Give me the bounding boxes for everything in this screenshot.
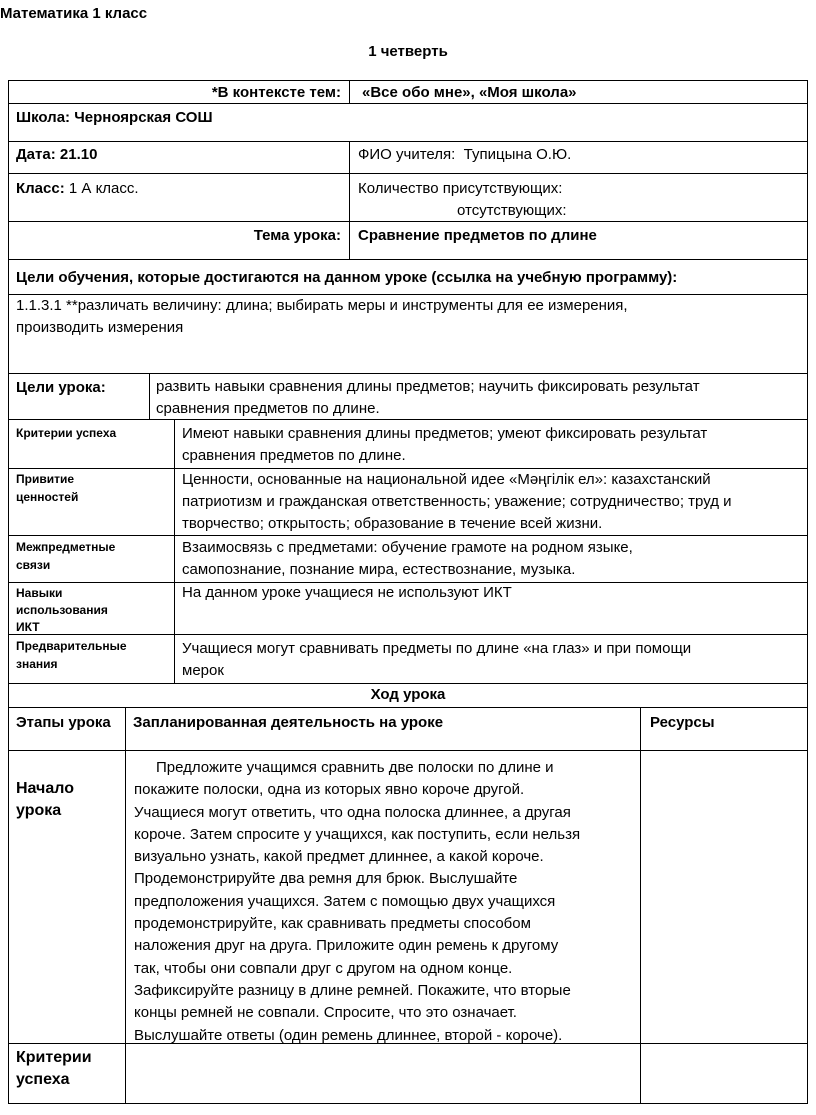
values-line: патриотизм и гражданская ответственность; уважение; сотрудничество; труд и xyxy=(182,493,732,510)
criteria-stage-label: Критерии xyxy=(16,1049,92,1066)
start-stage-activity xyxy=(134,757,638,1047)
learning-goals-label: Цели обучения, которые достигаются на данном уроке (ссылка на учебную программу): xyxy=(16,269,678,286)
row-divider xyxy=(8,141,808,142)
school-value: Черноярская СОШ xyxy=(74,109,213,126)
row-divider xyxy=(8,173,808,174)
row-divider xyxy=(8,707,808,708)
activity-line: покажите полоски, одна из которых явно короче другой. xyxy=(134,781,525,799)
activity-line: Выслушайте ответы (один ремень длиннее, второй - короче). xyxy=(134,1026,563,1044)
cross-links-line: самопознание, познание мира, естествознание, музыка. xyxy=(182,561,576,578)
row-divider xyxy=(8,221,808,222)
document-title: Математика 1 класс xyxy=(0,5,148,22)
values-line: Ценности, основанные на национальной идее «Мәңгілік ел»: казахстанский xyxy=(182,471,711,488)
learning-goals-line: производить измерения xyxy=(16,319,184,336)
table-border-bottom xyxy=(8,1103,808,1104)
date-value: 21.10 xyxy=(59,146,98,163)
activity-line: предположения учащихся. Затем с помощью двух учащихся xyxy=(134,892,556,910)
activity-line: Зафиксируйте разницу в длине ремней. Покажите, что вторые xyxy=(134,981,571,999)
activity-line: так, чтобы они совпали друг с другом на одном конце. xyxy=(134,959,513,977)
criteria-line: сравнения предметов по длине. xyxy=(182,447,406,464)
col-divider xyxy=(125,707,126,1103)
row-divider xyxy=(8,419,808,420)
course-title: Ход урока xyxy=(370,686,446,703)
lesson-goals-line: развить навыки сравнения длины предметов; научить фиксировать результат xyxy=(156,378,700,395)
col-activity-header: Запланированная деятельность на уроке xyxy=(133,714,444,731)
prior-label: Предварительные xyxy=(16,639,127,653)
lesson-goals-label: Цели урока: xyxy=(16,379,106,396)
context-label: *В контексте тем: xyxy=(211,84,341,101)
topic-value: Сравнение предметов по длине xyxy=(358,227,597,244)
teacher-value: Тупицына О.Ю. xyxy=(463,146,572,163)
row-divider xyxy=(8,259,808,260)
attendance-present: Количество присутствующих: xyxy=(358,180,563,197)
criteria-stage-label: успеха xyxy=(16,1071,70,1088)
activity-line: Предложите учащимся сравнить две полоски по длине и xyxy=(156,759,554,776)
date-field xyxy=(16,144,97,166)
values-line: творчество; открытость; образование в течение всей жизни. xyxy=(182,515,603,532)
col-divider xyxy=(349,141,350,259)
col-divider xyxy=(174,419,175,683)
criteria-label: Критерии успеха xyxy=(16,426,117,440)
row-divider xyxy=(8,634,808,635)
row-divider xyxy=(8,373,808,374)
topic-label: Тема урока: xyxy=(253,227,341,244)
values-label: ценностей xyxy=(16,490,79,504)
school-field xyxy=(16,107,213,129)
activity-line: Учащиеся могут ответить, что одна полоска длиннее, а другая xyxy=(134,803,571,821)
cross-links-label: связи xyxy=(16,558,51,572)
values-label: Привитие xyxy=(16,472,75,486)
cross-links-label: Межпредметные xyxy=(16,540,116,554)
class-label: Класс: xyxy=(16,180,65,197)
start-stage-label: Начало xyxy=(16,780,74,797)
col-stages-header: Этапы урока xyxy=(16,714,111,731)
ict-value: На данном уроке учащиеся не используют ИКТ xyxy=(182,584,512,601)
attendance-absent: отсутствующих: xyxy=(457,202,567,219)
learning-goals-line: 1.1.3.1 **различать величину: длина; выбирать меры и инструменты для ее измерения, xyxy=(16,297,628,314)
quarter-title: 1 четверть xyxy=(368,43,448,60)
context-value: «Все обо мне», «Моя школа» xyxy=(362,84,577,101)
table-border-top xyxy=(8,80,808,81)
class-value: 1 А класс. xyxy=(68,180,139,197)
prior-label: знания xyxy=(16,657,58,671)
col-divider xyxy=(349,80,350,103)
ict-label: ИКТ xyxy=(16,620,40,634)
col-divider xyxy=(149,373,150,419)
activity-line: короче. Затем спросите у учащихся, как поступить, если нельзя xyxy=(134,825,581,843)
criteria-line: Имеют навыки сравнения длины предметов; умеют фиксировать результат xyxy=(182,425,708,442)
activity-line: Продемонстрируйте два ремня для брюк. Выслушайте xyxy=(134,870,518,888)
teacher-field xyxy=(358,144,571,166)
activity-line: визуально узнать, какой предмет длиннее, а какой короче. xyxy=(134,848,544,866)
prior-line: Учащиеся могут сравнивать предметы по длине «на глаз» и при помощи xyxy=(182,640,692,657)
row-divider xyxy=(8,750,808,751)
activity-line: концы ремней не совпали. Спросите, что это означает. xyxy=(134,1004,517,1022)
activity-line: наложения друг на друга. Приложите один ремень к другому xyxy=(134,937,559,955)
col-resources-header: Ресурсы xyxy=(650,714,715,731)
row-divider xyxy=(8,535,808,536)
table-border-right xyxy=(807,80,808,1104)
teacher-label: ФИО учителя: xyxy=(358,146,456,163)
activity-line: продемонстрируйте, как сравнивать предметы способом xyxy=(134,915,531,933)
ict-label: использования xyxy=(16,603,108,617)
start-stage-label: урока xyxy=(16,802,62,819)
date-label: Дата: xyxy=(16,146,56,163)
ict-label: Навыки xyxy=(16,586,63,600)
col-divider xyxy=(640,707,641,1103)
lesson-goals-line: сравнения предметов по длине. xyxy=(156,400,380,417)
cross-links-line: Взаимосвязь с предметами: обучение грамоте на родном языке, xyxy=(182,539,633,556)
prior-line: мерок xyxy=(182,662,224,679)
class-field xyxy=(16,178,139,200)
school-label: Школа: xyxy=(16,109,71,126)
